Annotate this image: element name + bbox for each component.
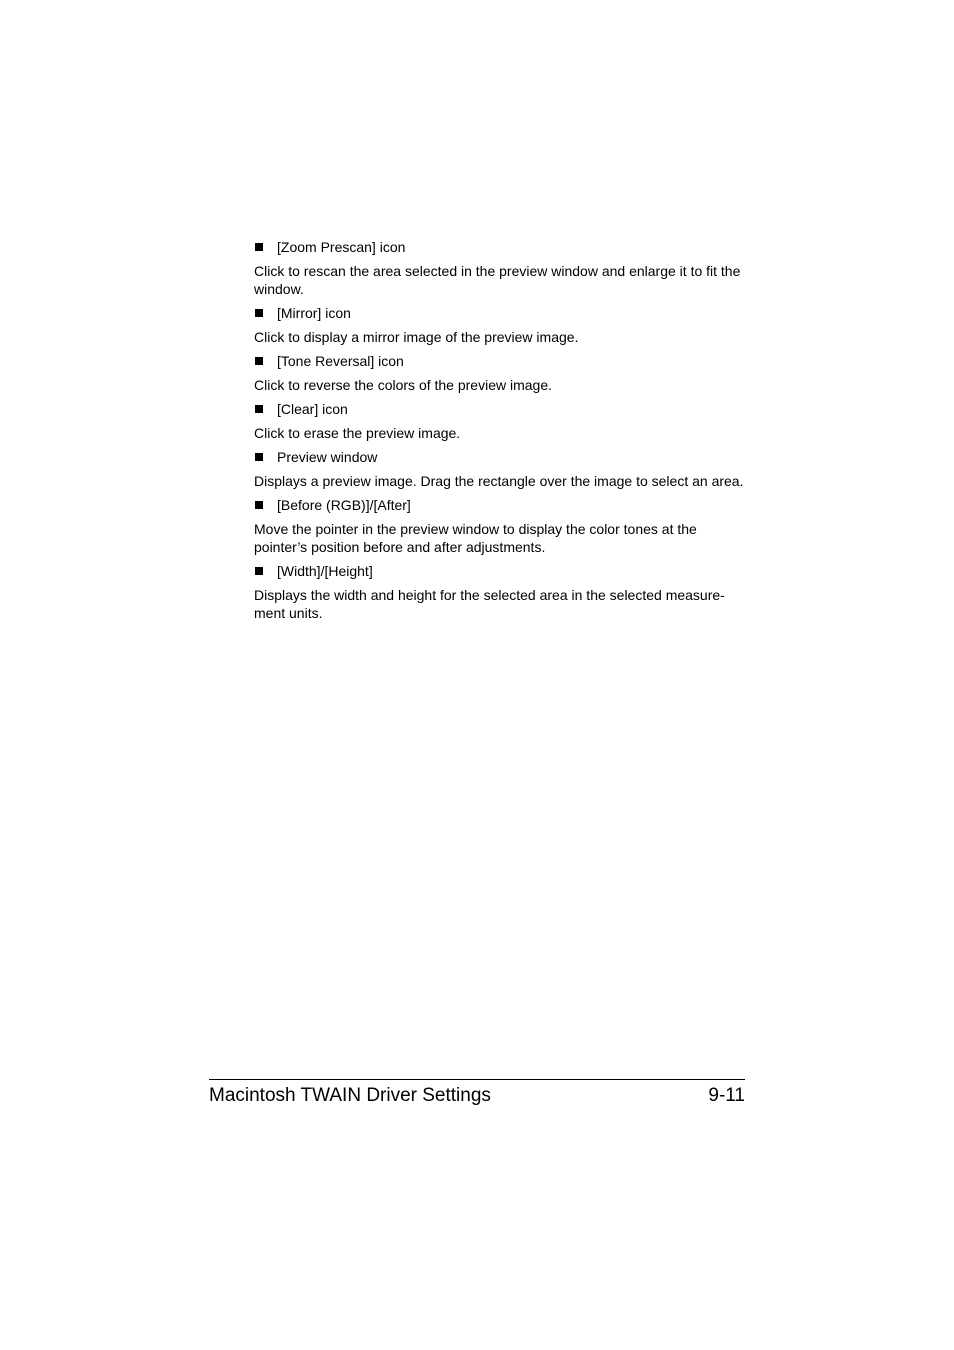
item-heading (254, 352, 746, 370)
item-description: Click to erase the preview image. (254, 425, 461, 441)
square-bullet-icon (255, 405, 263, 413)
item-description: Click to display a mirror image of the preview image. (254, 329, 579, 345)
item-tone-reversal (254, 352, 746, 394)
item-heading-text: [Tone Reversal] icon (277, 353, 404, 369)
square-bullet-icon (255, 567, 263, 575)
footer-section-title: Macintosh TWAIN Driver Settings (209, 1085, 491, 1106)
item-width-height (254, 562, 746, 622)
item-description: Displays the width and height for the selected area in the selected measure-ment units. (254, 587, 725, 621)
square-bullet-icon (255, 309, 263, 317)
item-heading-text: [Mirror] icon (277, 305, 351, 321)
item-preview-window (254, 448, 746, 490)
item-zoom-prescan (254, 238, 746, 298)
item-heading-text: Preview window (277, 449, 378, 465)
item-description: Click to rescan the area selected in the preview window and enlarge it to fit the window. (254, 263, 741, 297)
item-heading (254, 496, 746, 514)
item-clear (254, 400, 746, 442)
item-mirror (254, 304, 746, 346)
square-bullet-icon (255, 453, 263, 461)
item-heading (254, 562, 746, 580)
square-bullet-icon (255, 243, 263, 251)
page-footer (209, 1079, 745, 1108)
item-heading-text: [Zoom Prescan] icon (277, 239, 406, 255)
item-heading-text: [Width]/[Height] (277, 563, 373, 579)
item-heading (254, 238, 746, 256)
item-heading (254, 400, 746, 418)
item-heading-text: [Before (RGB)]/[After] (277, 497, 411, 513)
item-heading (254, 448, 746, 466)
item-list (254, 238, 746, 628)
square-bullet-icon (255, 357, 263, 365)
item-before-after (254, 496, 746, 556)
footer-page-number: 9-11 (708, 1085, 745, 1106)
item-description: Move the pointer in the preview window to display the color tones at the pointer’s position before and after adjustments. (254, 521, 697, 555)
square-bullet-icon (255, 501, 263, 509)
item-heading-text: [Clear] icon (277, 401, 348, 417)
item-heading (254, 304, 746, 322)
item-description: Displays a preview image. Drag the rectangle over the image to select an area. (254, 473, 744, 489)
item-description: Click to reverse the colors of the preview image. (254, 377, 553, 393)
